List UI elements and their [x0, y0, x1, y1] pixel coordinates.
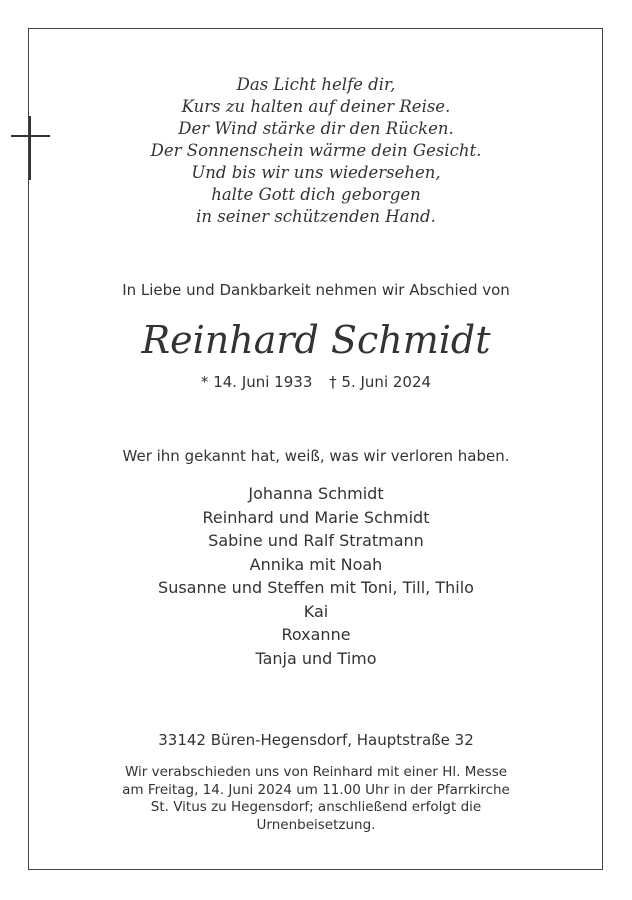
mourner-entry: Roxanne: [281, 625, 351, 644]
service-line: Wir verabschieden uns von Reinhard mit einer Hl. Messe: [124, 764, 508, 780]
farewell-intro: In Liebe und Dankbarkeit nehmen wir Abschied von: [122, 281, 510, 299]
verse-line: Der Sonnenschein wärme dein Gesicht.: [150, 141, 482, 160]
poem-verse: [0, 74, 632, 228]
death-date: † 5. Juni 2024: [329, 373, 432, 391]
mourner-entry: Kai: [303, 601, 329, 621]
family-address: 33142 Büren-Hegensdorf, Hauptstraße 32: [158, 731, 474, 749]
mourner-entry: Johanna Schmidt: [248, 484, 384, 503]
service-info: [0, 764, 632, 834]
service-line: am Freitag, 14. Juni 2024 um 11.00 Uhr in der Pfarrkirche: [122, 781, 510, 798]
mourner-entry: Sabine und Ralf Stratmann: [208, 531, 424, 550]
verse-line: in seiner schützenden Hand.: [196, 207, 436, 226]
verse-line: Und bis wir uns wiedersehen,: [191, 163, 441, 182]
deceased-name: Reinhard Schmidt: [141, 318, 491, 362]
mourner-entry: Reinhard und Marie Schmidt: [202, 507, 430, 527]
service-line: Urnenbeisetzung.: [256, 816, 376, 833]
service-line: St. Vitus zu Hegensdorf; anschließend erfolgt die: [150, 799, 482, 815]
mourner-entry: Tanja und Timo: [255, 648, 377, 668]
verse-line: Kurs zu halten auf deiner Reise.: [181, 97, 451, 116]
memorial-quote: Wer ihn gekannt hat, weiß, was wir verloren haben.: [122, 447, 510, 465]
birth-date: * 14. Juni 1933: [200, 373, 313, 391]
mourner-entry: Susanne und Steffen mit Toni, Till, Thilo: [158, 578, 474, 597]
mourner-entry: Annika mit Noah: [249, 554, 383, 574]
mourners-list: [0, 482, 632, 670]
verse-line: Der Wind stärke dir den Rücken.: [178, 119, 454, 138]
verse-line: halte Gott dich geborgen: [211, 185, 421, 204]
life-dates: [0, 373, 632, 391]
verse-line: Das Licht helfe dir,: [236, 75, 396, 94]
